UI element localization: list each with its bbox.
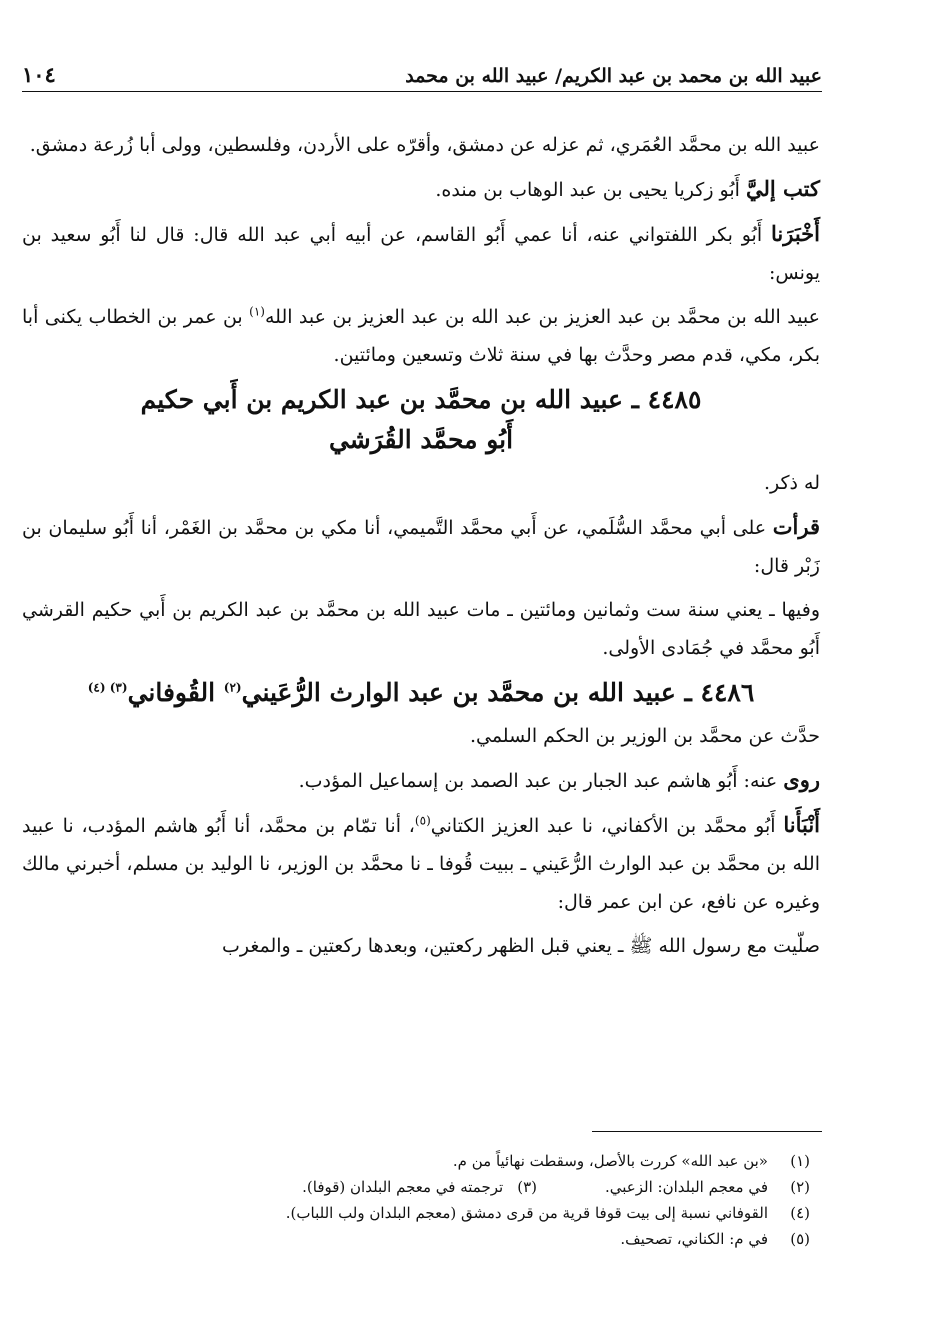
entry-heading-line: ٤٤٨٦ ـ عبيد الله بن محمَّد بن عبد الوارث الرُّعَيني: [241, 678, 755, 707]
paragraph-text: أَبُو بكر اللفتواني عنه، أنا عمي أَبُو القاسم، عن أبيه أبي عبد الله قال: قال لنا أَبُو سعيد بن يونس:: [22, 224, 820, 284]
paragraph-text: حدَّث عن محمَّد بن الوزير بن الحكم السلمي.: [469, 725, 820, 747]
entry-heading-line: أَبُو محمَّد القُرَشي: [328, 425, 514, 454]
paragraph-text: عبيد الله بن محمَّد العُمَري، ثم عزله عن دمشق، وأقرّه على الأردن، وفلسطين، وولى أبا زُرعة دمشق.: [29, 134, 820, 156]
footnote: [110, 1148, 810, 1174]
footnote-text: ترجمته في معجم البلدان (قوفا).: [302, 1178, 504, 1196]
footnote: [110, 1174, 810, 1200]
footnote: [110, 1226, 810, 1252]
footnote: [110, 1200, 810, 1226]
footnotes: [110, 1148, 810, 1252]
paragraph-text: على أبي محمَّد السُّلَمي، عن أَبي محمَّد التَّميمي، أنا مكي بن محمَّد بن الغَمْر، أنا أَبُو سليمان بن زَبْر قال:: [22, 517, 820, 577]
footnote-number: (٤): [790, 1204, 810, 1222]
paragraph: [22, 927, 820, 965]
footnote-text: في معجم البلدان: الزعبي.: [604, 1178, 768, 1196]
paragraph-text: أَبُو محمَّد بن الأكفاني، نا عبد العزيز الكتاني: [430, 815, 776, 837]
running-header: [22, 58, 822, 92]
paragraph-text: عنه: أَبُو هاشم عبد الجبار بن عبد الصمد بن إسماعيل المؤدب.: [298, 770, 778, 792]
entry-heading: [22, 380, 820, 460]
running-title: عبيد الله بن محمد بن عبد الكريم/ عبيد الله بن محمد: [405, 65, 822, 87]
paragraph: [22, 170, 820, 209]
footnote-reference: (١): [249, 304, 265, 319]
entry-heading: [22, 673, 820, 713]
paragraph: [22, 591, 820, 667]
paragraph-text: بن عمر بن الخطاب يكنى أبا بكر، مكي، قدم مصر وحدَّث بها في سنة ثلاث وتسعين ومائتين.: [22, 306, 820, 366]
footnote-text: «بن عبد الله» كررت بالأصل، وسقطت نهائياً من م.: [452, 1152, 768, 1170]
footnote-number: (٥): [790, 1230, 810, 1248]
paragraph-text: وفيها ـ يعني سنة ست وثمانين ومائتين ـ مات عبيد الله بن محمَّد بن عبد الكريم بن أَبي حكيم القرشي أَبُو محمَّد في جُمَادى الأولى.: [22, 599, 820, 659]
paragraph-lead: كتب إليَّ: [745, 176, 820, 201]
entry-heading-line: القُوفاني: [127, 678, 216, 707]
paragraph-lead: قرأت: [772, 514, 820, 539]
paragraph-text: صلّيت مع رسول الله ﷺ ـ يعني قبل الظهر ركعتين، وبعدها ركعتين ـ والمغرب: [221, 935, 820, 957]
paragraph-text: ، أنا تمّام بن محمَّد، أنا أَبُو هاشم المؤدب، نا عبيد الله بن محمَّد بن عبد الوارث الرُّعَيني ـ ببيت قُوفا ـ نا محمَّد بن الوزير، نا الوليد بن مسلم، أخبرني مالك وغيره عن نافع، عن ابن عمر قال:: [22, 815, 820, 913]
paragraph: [22, 298, 820, 374]
footnote-number: (٢): [790, 1178, 810, 1196]
paragraph-lead: أَخْبَرَنا: [771, 221, 820, 246]
page-number: ١٠٤: [22, 62, 56, 87]
paragraph-text: أَبُو زكريا يحيى بن عبد الوهاب بن منده.: [435, 179, 740, 201]
paragraph: [22, 761, 820, 800]
footnote-reference: (٣) (٤): [87, 680, 128, 695]
footnote-text: في م: الكناني، تصحيف.: [620, 1230, 768, 1248]
footnote-number: (٣): [517, 1178, 537, 1196]
paragraph: [22, 215, 820, 292]
entry-heading-line: ٤٤٨٥ ـ عبيد الله بن محمَّد بن عبد الكريم بن أَبي حكيم: [140, 385, 702, 414]
paragraph: [22, 464, 820, 502]
paragraph: [22, 717, 820, 755]
paragraph: [22, 126, 820, 164]
paragraph: [22, 508, 820, 585]
paragraph-text: له ذكر.: [763, 472, 820, 494]
paragraph: [22, 806, 820, 921]
footnote-number: (١): [790, 1152, 810, 1170]
footnote-reference: (٢): [223, 680, 242, 695]
main-text: [22, 126, 820, 971]
paragraph-text: عبيد الله بن محمَّد بن عبد العزيز بن عبد الله بن عبد العزيز بن عبد الله: [264, 306, 820, 328]
footnote-text: القوفاني نسبة إلى بيت قوفا قرية من قرى دمشق (معجم البلدان ولب اللباب).: [285, 1204, 768, 1222]
paragraph-lead: أَنْبَأَنا: [783, 812, 821, 837]
paragraph-lead: روى: [783, 767, 820, 792]
footnote-divider: [592, 1131, 822, 1132]
footnote-reference: (٥): [414, 813, 431, 828]
